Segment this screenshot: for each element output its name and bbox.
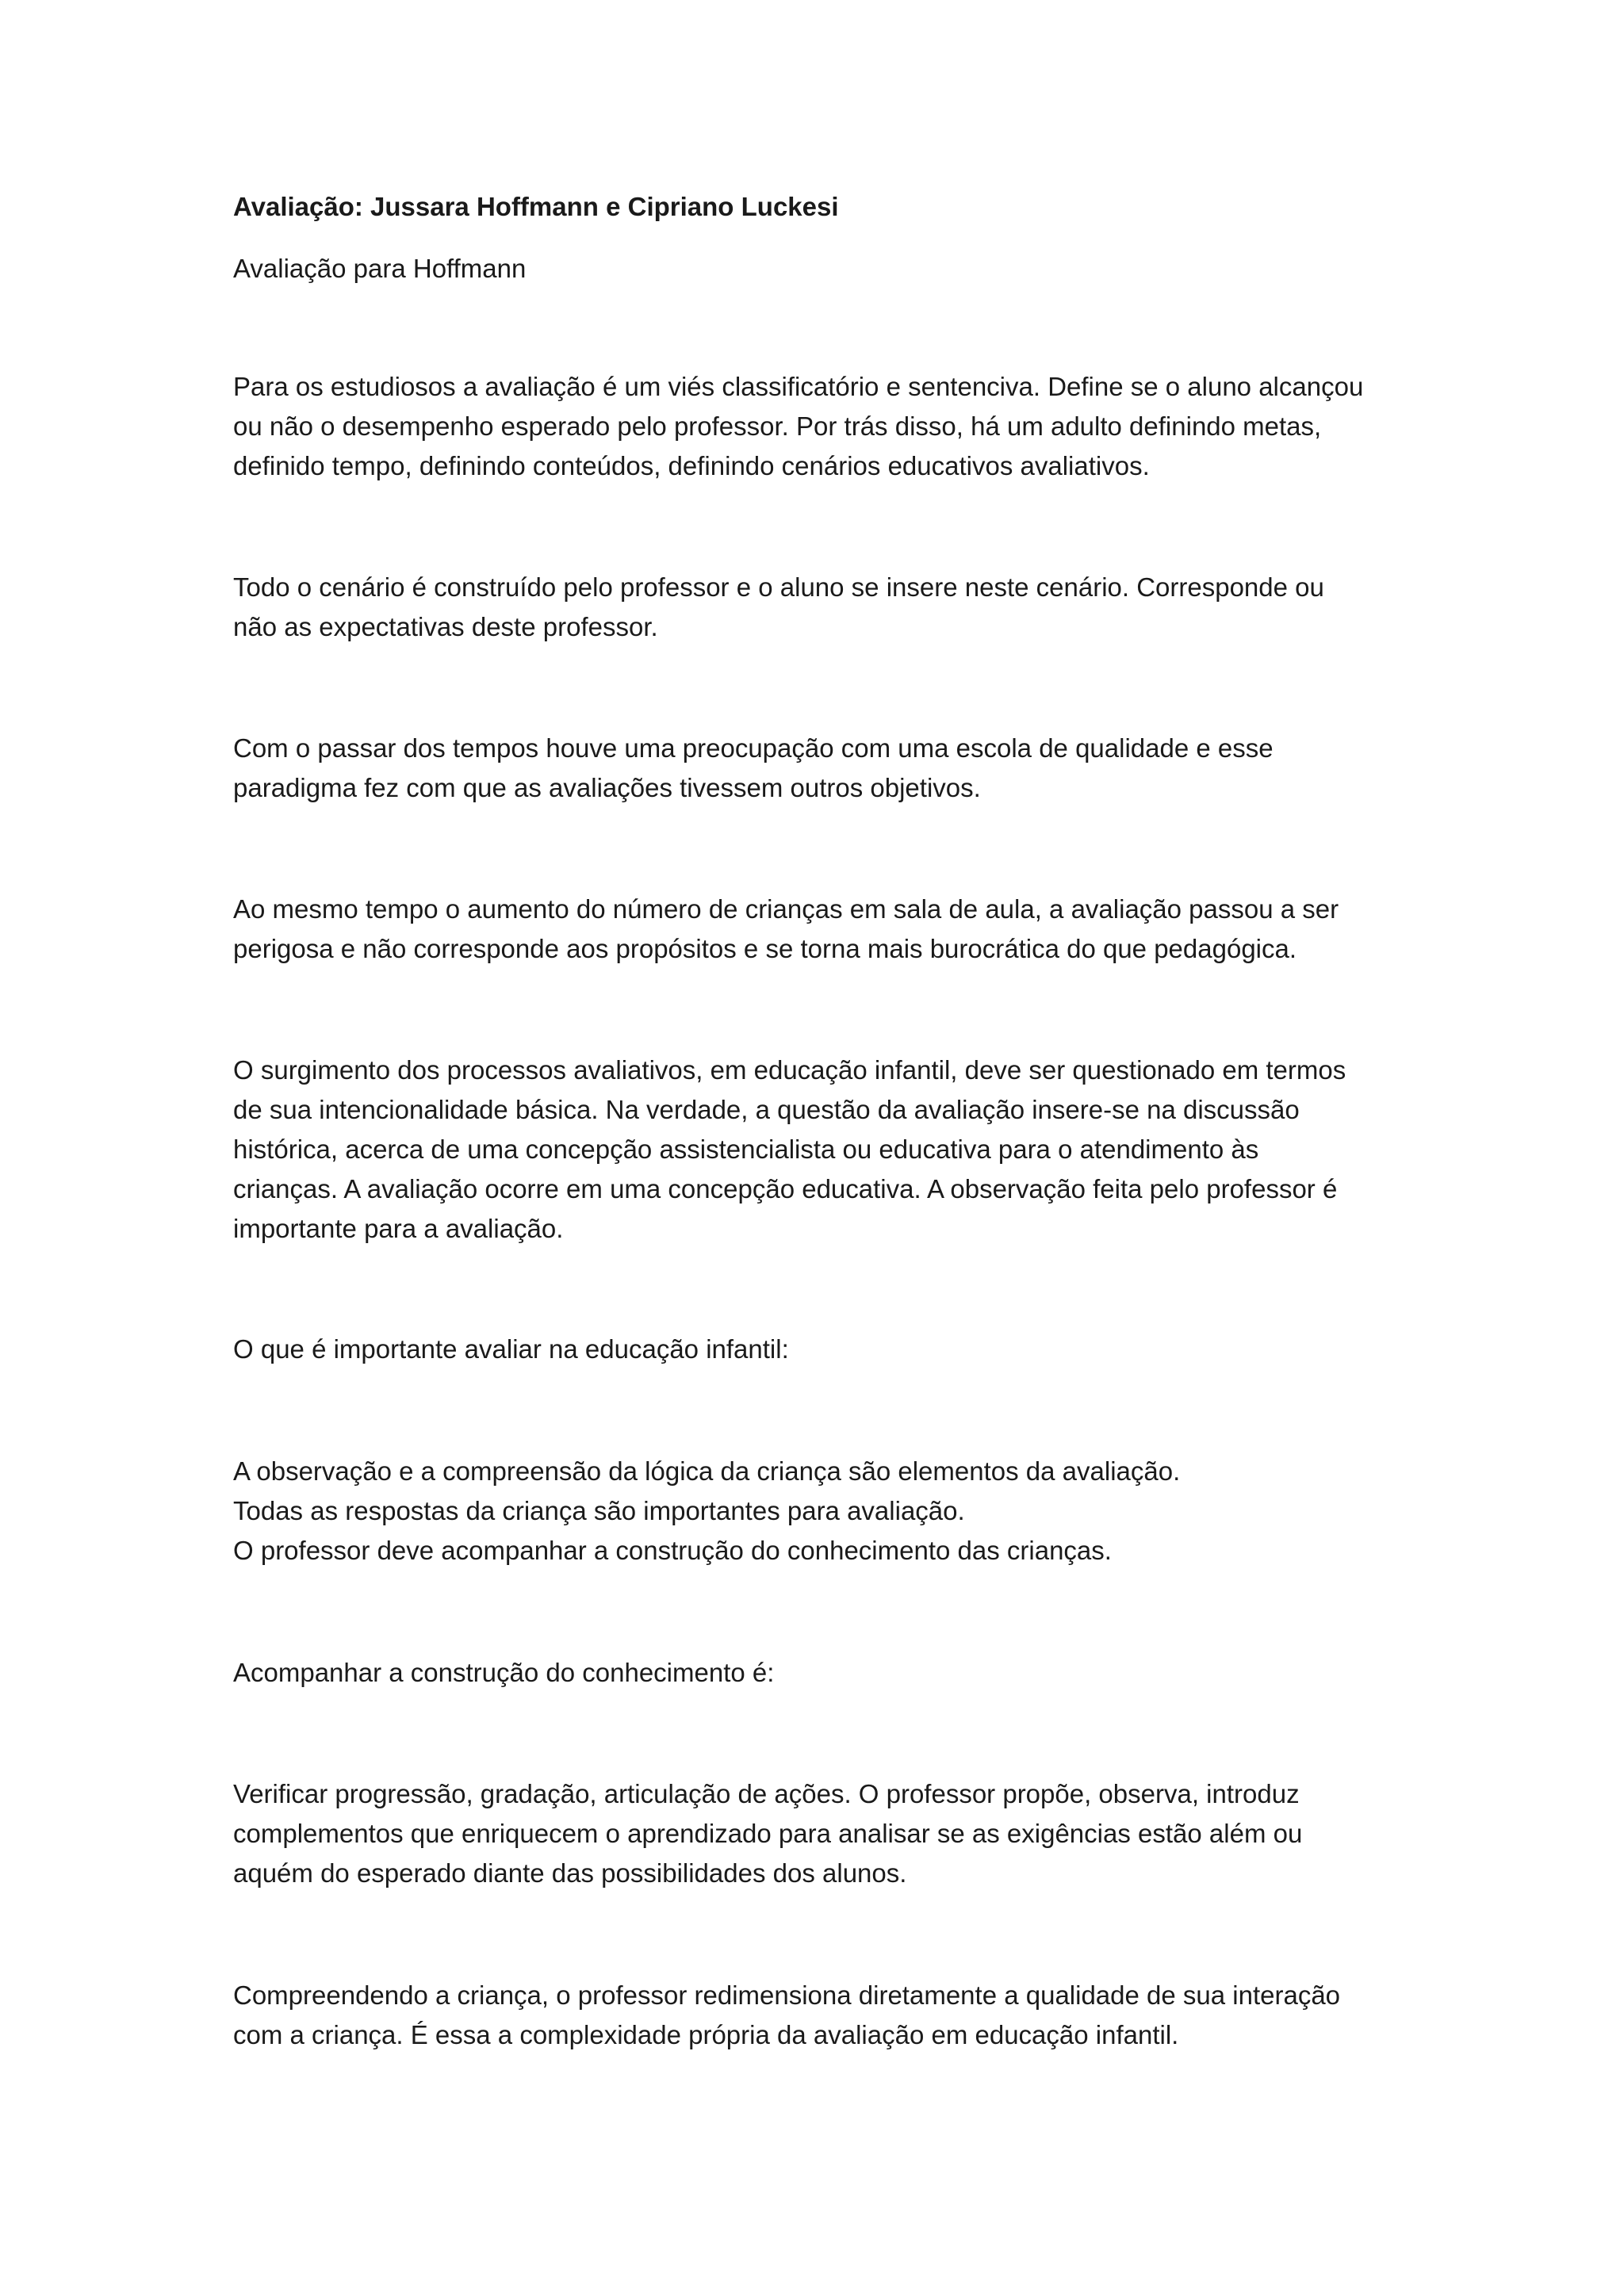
paragraph-line: O professor deve acompanhar a construção do conhecimento das crianças. <box>233 1536 1112 1565</box>
paragraph-line: importante para a avaliação. <box>233 1214 564 1243</box>
paragraph-line: O surgimento dos processos avaliativos, em educação infantil, deve ser questionado em termos <box>233 1055 1346 1085</box>
paragraph-line: A observação e a compreensão da lógica da criança são elementos da avaliação. <box>233 1456 1181 1486</box>
document-body <box>233 187 1423 2055</box>
paragraph <box>233 1976 1423 2055</box>
paragraph-line: Acompanhar a construção do conhecimento é: <box>233 1658 775 1687</box>
paragraph <box>233 1050 1423 1249</box>
paragraph-line: não as expectativas deste professor. <box>233 612 658 641</box>
paragraph <box>233 1452 1423 1571</box>
paragraph <box>233 568 1423 647</box>
paragraph-line: complementos que enriquecem o aprendizado para analisar se as exigências estão além ou <box>233 1819 1303 1848</box>
paragraph-line: O que é importante avaliar na educação infantil: <box>233 1334 789 1364</box>
paragraph-list <box>233 367 1423 2055</box>
paragraph <box>233 729 1423 808</box>
paragraph-line: Verificar progressão, gradação, articulação de ações. O professor propõe, observa, introduz <box>233 1779 1300 1808</box>
paragraph-line: Compreendendo a criança, o professor redimensiona diretamente a qualidade de sua interação <box>233 1980 1341 2010</box>
paragraph-line: aquém do esperado diante das possibilidades dos alunos. <box>233 1858 907 1888</box>
paragraph-line: perigosa e não corresponde aos propósitos e se torna mais burocrática do que pedagógica. <box>233 934 1297 963</box>
paragraph-line: definido tempo, definindo conteúdos, definindo cenários educativos avaliativos. <box>233 451 1150 480</box>
paragraph-line: com a criança. É essa a complexidade própria da avaliação em educação infantil. <box>233 2020 1179 2049</box>
paragraph-line: Ao mesmo tempo o aumento do número de crianças em sala de aula, a avaliação passou a ser <box>233 894 1339 924</box>
paragraph <box>233 1774 1423 1893</box>
paragraph-line: ou não o desempenho esperado pelo professor. Por trás disso, há um adulto definindo metas, <box>233 411 1322 441</box>
paragraph-line: Todas as respostas da criança são importantes para avaliação. <box>233 1496 965 1525</box>
paragraph-line: Todo o cenário é construído pelo professor e o aluno se insere neste cenário. Corresponde ou <box>233 572 1324 602</box>
paragraph-line: de sua intencionalidade básica. Na verdade, a questão da avaliação insere-se na discussão <box>233 1095 1300 1124</box>
paragraph-line: Para os estudiosos a avaliação é um viés classificatório e sentenciva. Define se o aluno alcançou <box>233 372 1364 401</box>
paragraph <box>233 1653 1423 1693</box>
paragraph-line: paradigma fez com que as avaliações tivessem outros objetivos. <box>233 773 981 802</box>
document-subtitle: Avaliação para Hoffmann <box>233 254 527 283</box>
paragraph-line: Com o passar dos tempos houve uma preocupação com uma escola de qualidade e esse <box>233 733 1274 763</box>
paragraph-line: histórica, acerca de uma concepção assistencialista ou educativa para o atendimento às <box>233 1135 1259 1164</box>
paragraph <box>233 1330 1423 1369</box>
paragraph-line: crianças. A avaliação ocorre em uma concepção educativa. A observação feita pelo professor é <box>233 1174 1338 1203</box>
paragraph <box>233 367 1423 486</box>
paragraph <box>233 890 1423 969</box>
document-title: Avaliação: Jussara Hoffmann e Cipriano Luckesi <box>233 192 839 221</box>
